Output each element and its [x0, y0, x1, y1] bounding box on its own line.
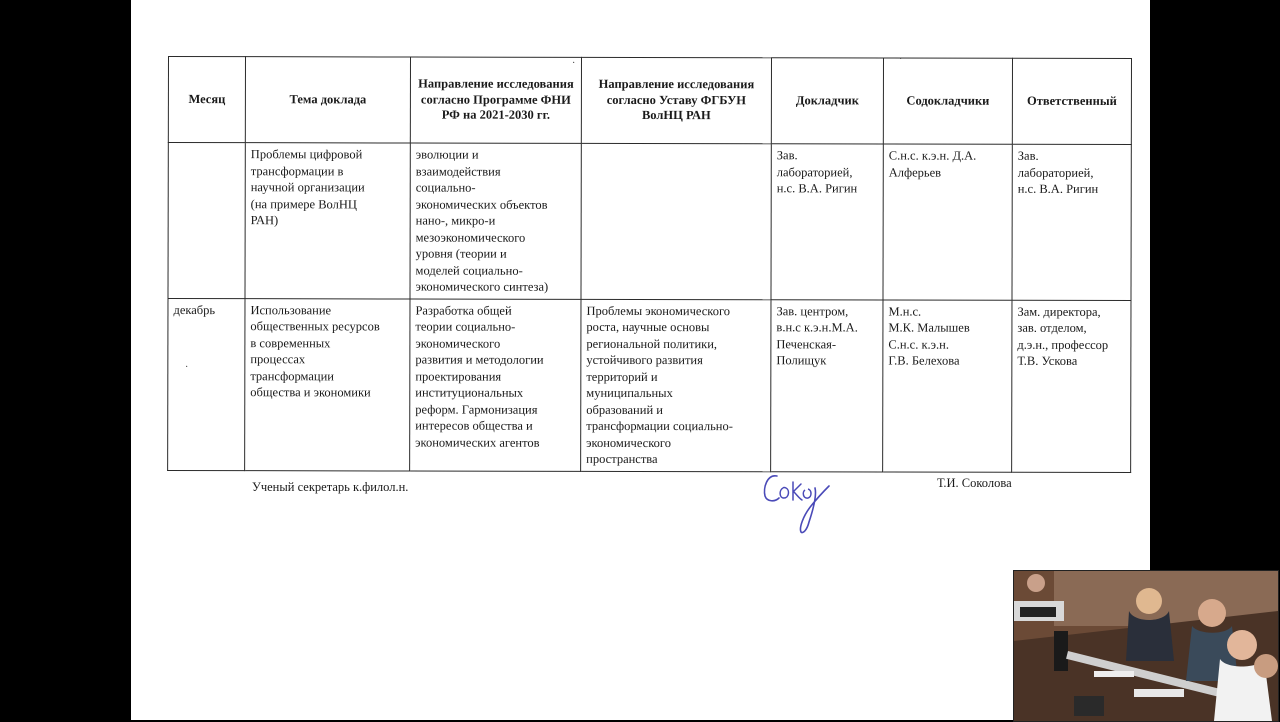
- cell-speaker: Зав. лабораторией, н.с. В.А. Ригин: [771, 144, 883, 300]
- cell-co-speakers: С.н.с. к.э.н. Д.А. Алферьев: [883, 144, 1012, 300]
- cell-charter-direction: [581, 143, 771, 299]
- header-co-speakers: Содокладчики: [883, 58, 1012, 144]
- cell-co-speakers: М.н.с. М.К. Малышев С.н.с. к.э.н. Г.В. Белехова: [883, 299, 1012, 471]
- cell-month: [168, 143, 245, 299]
- cell-speaker: Зав. центром, в.н.с к.э.н.М.А. Печенская- Полищук: [771, 299, 883, 471]
- cell-responsible: Зав. лабораторией, н.с. В.А. Ригин: [1012, 144, 1131, 300]
- research-plan-table: [167, 56, 1132, 473]
- header-month: Месяц: [168, 57, 245, 143]
- header-charter-direction: Направление исследования согласно Уставу ФГБУН ВолНЦ РАН: [581, 57, 771, 143]
- webcam-video-icon: [1014, 571, 1278, 721]
- cell-responsible: Зам. директора, зав. отделом, д.э.н., профессор Т.В. Ускова: [1012, 300, 1131, 472]
- cell-program-direction: Разработка общей теории социально- экономического развития и методологии проектирования институциональных реформ. Гармонизация интересов общества и экономических агентов: [410, 299, 581, 471]
- table-row: [168, 143, 1131, 301]
- header-program-direction: Направление исследования согласно Программе ФНИ РФ на 2021-2030 гг.: [410, 57, 581, 143]
- scan-speck: ·: [899, 54, 903, 65]
- header-speaker: Докладчик: [771, 58, 883, 144]
- document-page: [131, 0, 1150, 720]
- cell-topic: Использование общественных ресурсов в современных процессах трансформации общества и экономики: [245, 298, 410, 470]
- secretary-name: Т.И. Соколова: [937, 476, 1012, 490]
- scan-speck: ·: [572, 58, 576, 69]
- cell-topic: Проблемы цифровой трансформации в научной организации (на примере ВолНЦ РАН): [245, 143, 410, 299]
- cell-month: декабрь: [168, 298, 245, 470]
- header-topic: Тема доклада: [245, 57, 410, 143]
- cell-program-direction: эволюции и взаимодействия социально- экономических объектов нано-, микро-и мезоэкономического уровня (теории и моделей социально- экономического синтеза): [410, 143, 581, 299]
- table-header-row: [168, 57, 1131, 145]
- cell-charter-direction: Проблемы экономического роста, научные основы региональной политики, устойчивого развития территорий и муниципальных образований и трансформации социально- экономического пространства: [581, 299, 771, 471]
- table-row: [168, 298, 1131, 472]
- video-feed: [1013, 570, 1279, 722]
- scan-speck: ·: [185, 362, 189, 373]
- signature-icon: [759, 462, 849, 542]
- secretary-label: Ученый секретарь к.филол.н.: [252, 480, 409, 494]
- header-responsible: Ответственный: [1012, 58, 1131, 144]
